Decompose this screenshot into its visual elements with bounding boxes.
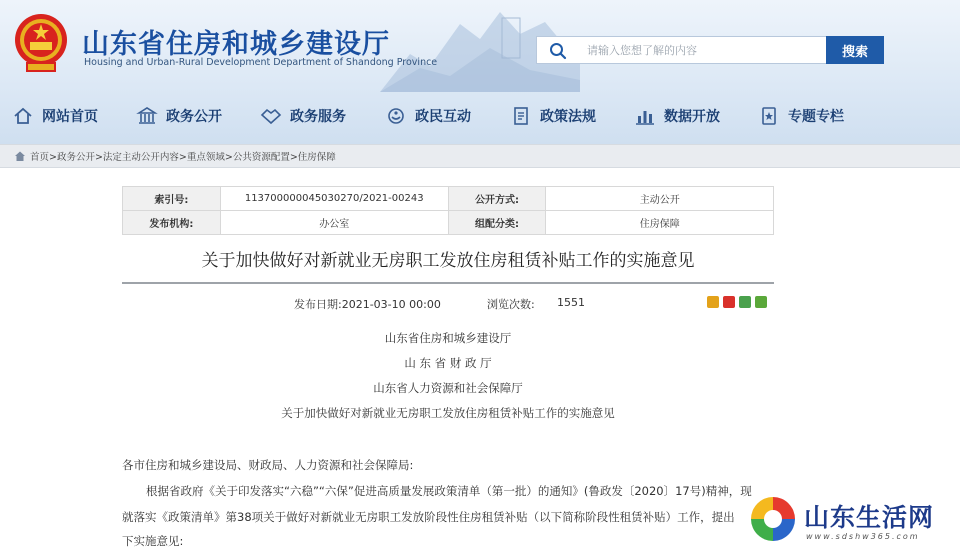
addressee: 各市住房和城乡建设局、财政局、人力资源和社会保障局: — [122, 458, 414, 472]
national-emblem-icon — [12, 10, 70, 76]
nav-item-label: 政务公开 — [166, 109, 222, 125]
publisher-label: 发布机构: — [123, 211, 221, 235]
watermark-url: www.sdshw365.com — [806, 532, 920, 541]
interaction-icon — [385, 105, 407, 127]
disclosure-value: 主动公开 — [546, 187, 774, 211]
nav-item-label: 政民互动 — [415, 109, 471, 125]
document-meta-table — [122, 186, 774, 235]
nav-item-home[interactable] — [12, 98, 98, 134]
nav-item-services[interactable] — [260, 98, 346, 134]
nav-item-policies[interactable] — [510, 98, 596, 134]
nav-item-label: 政务服务 — [290, 109, 346, 125]
share-weibo-icon[interactable] — [723, 296, 735, 308]
table-row — [123, 211, 774, 235]
search-input[interactable] — [587, 37, 823, 63]
watermark-logo-icon — [748, 494, 798, 544]
search-icon — [549, 42, 567, 60]
views-count: 1551 — [557, 296, 585, 309]
search-box — [536, 36, 826, 64]
index-label: 索引号: — [123, 187, 221, 211]
site-title: 山东省住房和城乡建设厅 — [82, 29, 390, 60]
issuer-line: 山 东 省 财 政 厅 — [404, 356, 492, 370]
paragraph-line: 根据省政府《关于印发落实“六稳”“六保”促进高质量发展政策清单（第一批）的通知》(鲁政发〔2020〕17号)精神，现 — [146, 484, 752, 498]
bar-chart-icon — [634, 105, 656, 127]
site-subtitle: Housing and Urban-Rural Development Department of Shandong Province — [84, 57, 438, 68]
table-row — [123, 187, 774, 211]
watermark-text: 山东生活网 — [804, 503, 935, 532]
nav-item-label: 专题专栏 — [788, 109, 844, 125]
topic-icon — [758, 105, 780, 127]
paragraph-line: 下实施意见: — [122, 534, 184, 548]
document-icon — [510, 105, 532, 127]
search-button[interactable]: 搜索 — [826, 36, 884, 64]
breadcrumb — [0, 144, 960, 168]
disclosure-label: 公开方式: — [448, 187, 546, 211]
title-divider — [122, 282, 774, 284]
home-icon — [14, 150, 26, 162]
nav-item-label: 政策法规 — [540, 109, 596, 125]
main-nav — [0, 98, 960, 134]
category-value: 住房保障 — [546, 211, 774, 235]
nav-item-government-affairs[interactable] — [136, 98, 222, 134]
site-header — [0, 0, 960, 144]
nav-item-label: 网站首页 — [42, 109, 98, 125]
breadcrumb-text[interactable]: 首页>政务公开>法定主动公开内容>重点领域>公共资源配置>住房保障 — [30, 152, 336, 163]
index-value: 113700000045030270/2021-00243 — [220, 187, 448, 211]
issuer-line: 山东省住房和城乡建设厅 — [384, 331, 512, 345]
views-label: 浏览次数: — [487, 298, 535, 311]
share-qzone-icon[interactable] — [707, 296, 719, 308]
building-icon — [136, 105, 158, 127]
article-title: 关于加快做好对新就业无房职工发放住房租赁补贴工作的实施意见 — [201, 251, 695, 271]
paragraph-line: 就落实《政策清单》第38项关于做好对新就业无房职工发放阶段性住房租赁补贴（以下简称阶段性租赁补贴）工作，提出 — [122, 510, 735, 524]
nav-item-open-data[interactable] — [634, 98, 720, 134]
nav-item-label: 数据开放 — [664, 109, 720, 125]
nav-item-topics[interactable] — [758, 98, 844, 134]
watermark — [748, 492, 960, 548]
category-label: 组配分类: — [448, 211, 546, 235]
nav-item-interaction[interactable] — [385, 98, 471, 134]
share-douban-icon[interactable] — [755, 296, 767, 308]
home-icon — [12, 105, 34, 127]
handshake-icon — [260, 105, 282, 127]
publish-date: 发布日期:2021-03-10 00:00 — [294, 298, 441, 311]
issuer-line: 山东省人力资源和社会保障厅 — [373, 381, 523, 395]
share-buttons — [707, 296, 767, 308]
share-wechat-icon[interactable] — [739, 296, 751, 308]
publisher-value: 办公室 — [220, 211, 448, 235]
document-subtitle: 关于加快做好对新就业无房职工发放住房租赁补贴工作的实施意见 — [281, 406, 615, 420]
